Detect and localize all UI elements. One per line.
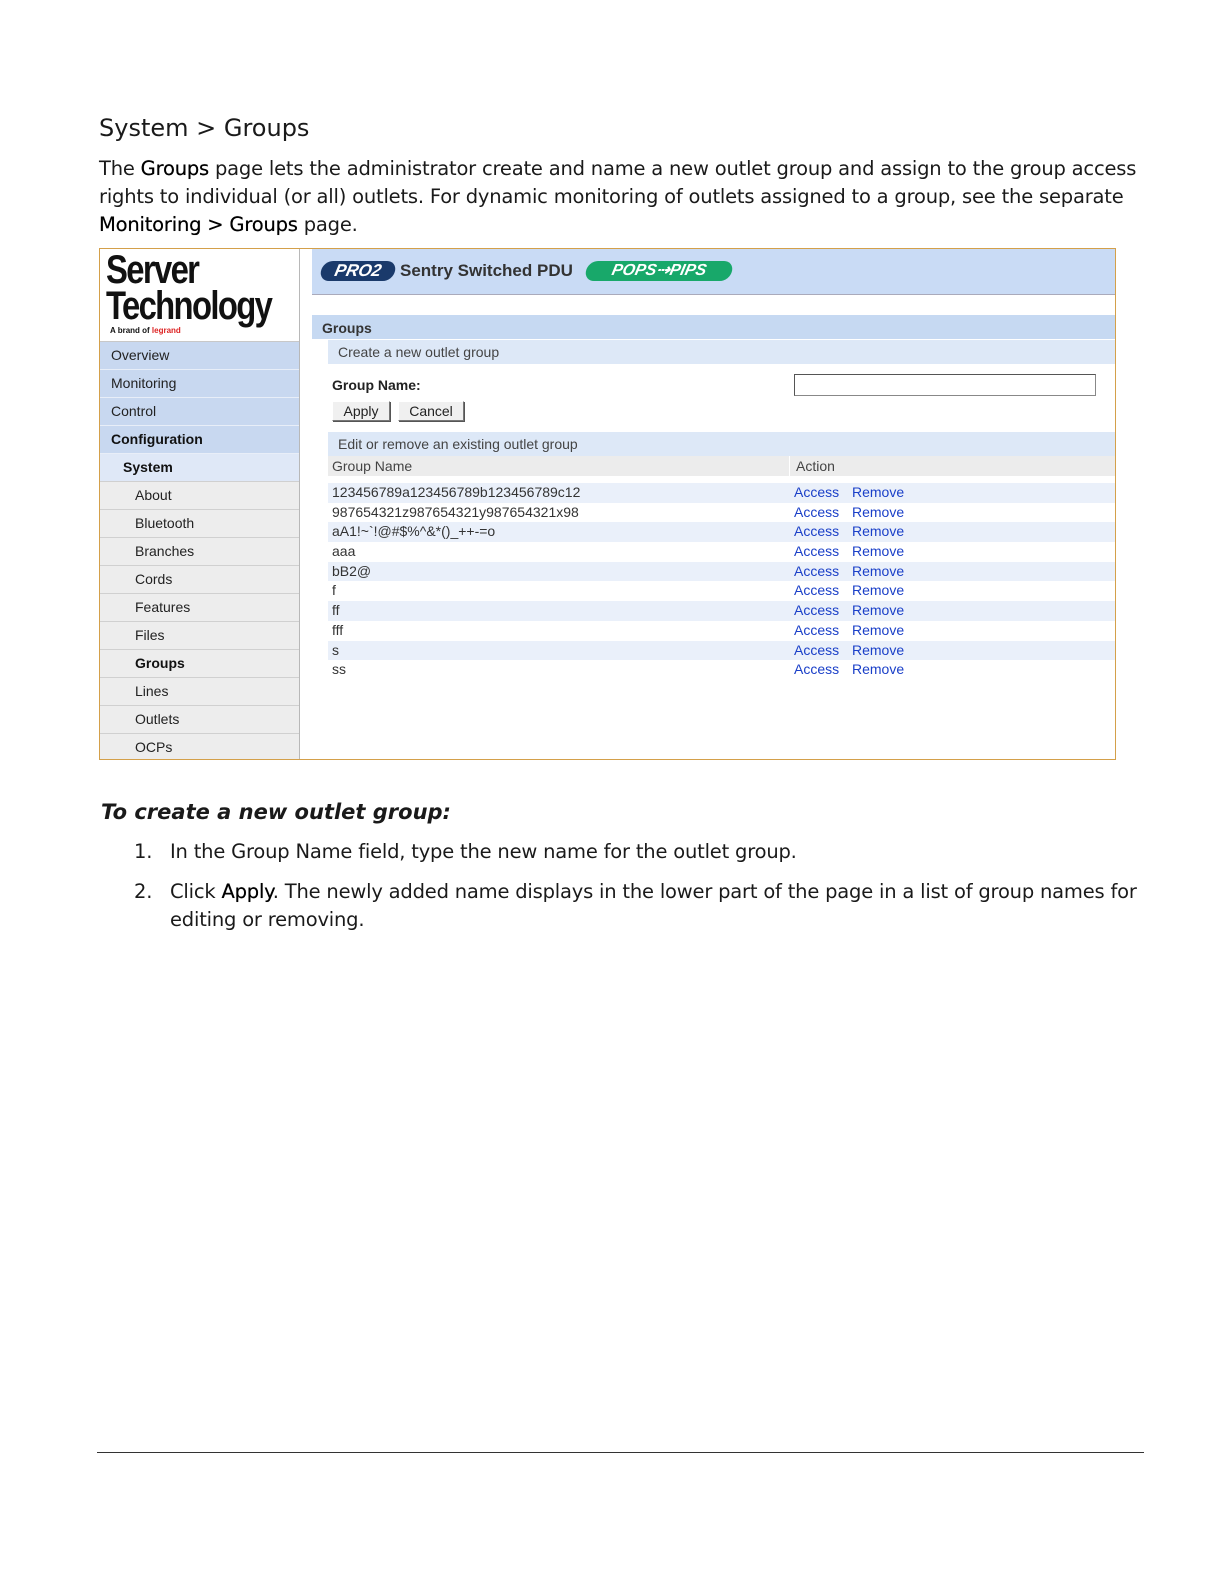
table-row bbox=[328, 542, 1115, 562]
table-row bbox=[328, 641, 1115, 661]
table-row bbox=[328, 660, 1115, 680]
group-name-cell: aA1!~`!@#$%^&*()_++-=o bbox=[332, 523, 496, 540]
access-link[interactable]: Access bbox=[794, 562, 840, 579]
remove-link[interactable]: Remove bbox=[852, 503, 905, 520]
nav-system[interactable]: System bbox=[100, 454, 299, 482]
main-panel bbox=[312, 249, 1115, 759]
nav-overview[interactable]: Overview bbox=[100, 342, 299, 370]
nav-features[interactable]: Features bbox=[100, 594, 299, 622]
footer-rule bbox=[97, 1452, 1144, 1453]
access-link[interactable]: Access bbox=[794, 661, 840, 678]
step-bold-apply: Apply bbox=[221, 880, 273, 903]
intro-bold-monitoring: Monitoring > Groups bbox=[99, 213, 298, 236]
access-link[interactable]: Access bbox=[794, 602, 840, 619]
nav-files[interactable]: Files bbox=[100, 622, 299, 650]
nav-outlets[interactable]: Outlets bbox=[100, 706, 299, 734]
nav-configuration[interactable]: Configuration bbox=[100, 426, 299, 454]
remove-link[interactable]: Remove bbox=[852, 661, 905, 678]
col-action: Action bbox=[789, 456, 835, 476]
access-link[interactable]: Access bbox=[794, 641, 840, 658]
table-row bbox=[328, 581, 1115, 601]
group-name-cell: 987654321z987654321y987654321x98 bbox=[332, 503, 579, 520]
access-link[interactable]: Access bbox=[794, 484, 840, 500]
nav-about[interactable]: About bbox=[100, 482, 299, 510]
table-row bbox=[328, 562, 1115, 582]
procedure-heading: To create a new outlet group: bbox=[101, 800, 451, 824]
page-title: Groups bbox=[312, 315, 1115, 339]
logo-line-2: Technology bbox=[106, 284, 272, 328]
table-row bbox=[328, 621, 1115, 641]
sidebar bbox=[100, 249, 300, 759]
logo-line-1: Server bbox=[106, 248, 199, 292]
intro-bold-groups: Groups bbox=[140, 157, 209, 180]
pro2-logo: PRO2 bbox=[319, 261, 397, 281]
intro-text-1: The bbox=[99, 157, 141, 180]
group-name-input[interactable] bbox=[794, 374, 1096, 396]
table-row bbox=[328, 483, 1115, 503]
access-link[interactable]: Access bbox=[794, 582, 840, 599]
col-group-name: Group Name bbox=[332, 458, 413, 474]
server-technology-logo bbox=[100, 249, 299, 342]
remove-link[interactable]: Remove bbox=[852, 543, 905, 560]
remove-link[interactable]: Remove bbox=[852, 562, 905, 579]
sidebar-nav bbox=[100, 342, 299, 760]
cancel-button[interactable]: Cancel bbox=[398, 401, 464, 421]
product-banner bbox=[312, 249, 1115, 295]
logo-brand-prefix: A brand of bbox=[110, 326, 152, 335]
remove-link[interactable]: Remove bbox=[852, 602, 905, 619]
nav-groups[interactable]: Groups bbox=[100, 650, 299, 678]
remove-link[interactable]: Remove bbox=[852, 484, 905, 500]
access-link[interactable]: Access bbox=[794, 621, 840, 638]
step-2 bbox=[134, 878, 1144, 934]
nav-lines[interactable]: Lines bbox=[100, 678, 299, 706]
nav-ocps[interactable]: OCPs bbox=[100, 734, 299, 760]
edit-section-header: Edit or remove an existing outlet group bbox=[328, 432, 1115, 456]
intro-paragraph bbox=[99, 155, 1149, 239]
table-row bbox=[328, 601, 1115, 621]
group-name-cell: ss bbox=[332, 661, 346, 678]
step-1 bbox=[134, 838, 1144, 866]
nav-cords[interactable]: Cords bbox=[100, 566, 299, 594]
remove-link[interactable]: Remove bbox=[852, 641, 905, 658]
remove-link[interactable]: Remove bbox=[852, 582, 905, 599]
step-text-continued: . The newly added name displays in the lower part of the page in a list of group names for editing or removing. bbox=[170, 880, 1137, 931]
group-name-label: Group Name: bbox=[332, 377, 421, 393]
logo-brand-name: legrand bbox=[151, 326, 181, 335]
access-link[interactable]: Access bbox=[794, 503, 840, 520]
step-number: 2. bbox=[134, 880, 153, 903]
create-section-header: Create a new outlet group bbox=[328, 340, 1115, 364]
nav-monitoring[interactable]: Monitoring bbox=[100, 370, 299, 398]
intro-text-2: page lets the administrator create and name a new outlet group and assign to the group access rights to individual (or all) outlets. For dynamic monitoring of outlets assigned to a group, see the separate bbox=[99, 157, 1137, 208]
apply-button[interactable]: Apply bbox=[332, 401, 390, 421]
group-name-cell: ff bbox=[332, 602, 340, 619]
table-row bbox=[328, 503, 1115, 523]
step-text: In the Group Name field, type the new name for the outlet group. bbox=[170, 840, 797, 863]
remove-link[interactable]: Remove bbox=[852, 523, 905, 540]
group-name-cell: f bbox=[332, 582, 336, 599]
pops-pips-logo: POPS⇢PIPS bbox=[584, 261, 734, 281]
procedure-steps bbox=[134, 838, 1144, 946]
section-heading: System > Groups bbox=[99, 114, 310, 142]
step-number: 1. bbox=[134, 840, 153, 863]
logo-brand bbox=[110, 326, 181, 335]
groups-table bbox=[328, 483, 1115, 680]
ui-screenshot bbox=[99, 248, 1116, 760]
intro-text-3: page. bbox=[297, 213, 358, 236]
nav-bluetooth[interactable]: Bluetooth bbox=[100, 510, 299, 538]
access-link[interactable]: Access bbox=[794, 543, 840, 560]
access-link[interactable]: Access bbox=[794, 523, 840, 540]
group-name-cell: 123456789a123456789b123456789c12 bbox=[332, 484, 581, 500]
group-name-cell: fff bbox=[332, 621, 344, 638]
groups-table-header bbox=[328, 456, 1115, 476]
nav-branches[interactable]: Branches bbox=[100, 538, 299, 566]
nav-control[interactable]: Control bbox=[100, 398, 299, 426]
remove-link[interactable]: Remove bbox=[852, 621, 905, 638]
step-text: Click bbox=[170, 880, 222, 903]
group-name-cell: aaa bbox=[332, 543, 356, 560]
group-name-cell: bB2@ bbox=[332, 562, 372, 579]
product-title: Sentry Switched PDU bbox=[400, 261, 573, 280]
table-row bbox=[328, 522, 1115, 542]
group-name-cell: s bbox=[332, 641, 339, 658]
